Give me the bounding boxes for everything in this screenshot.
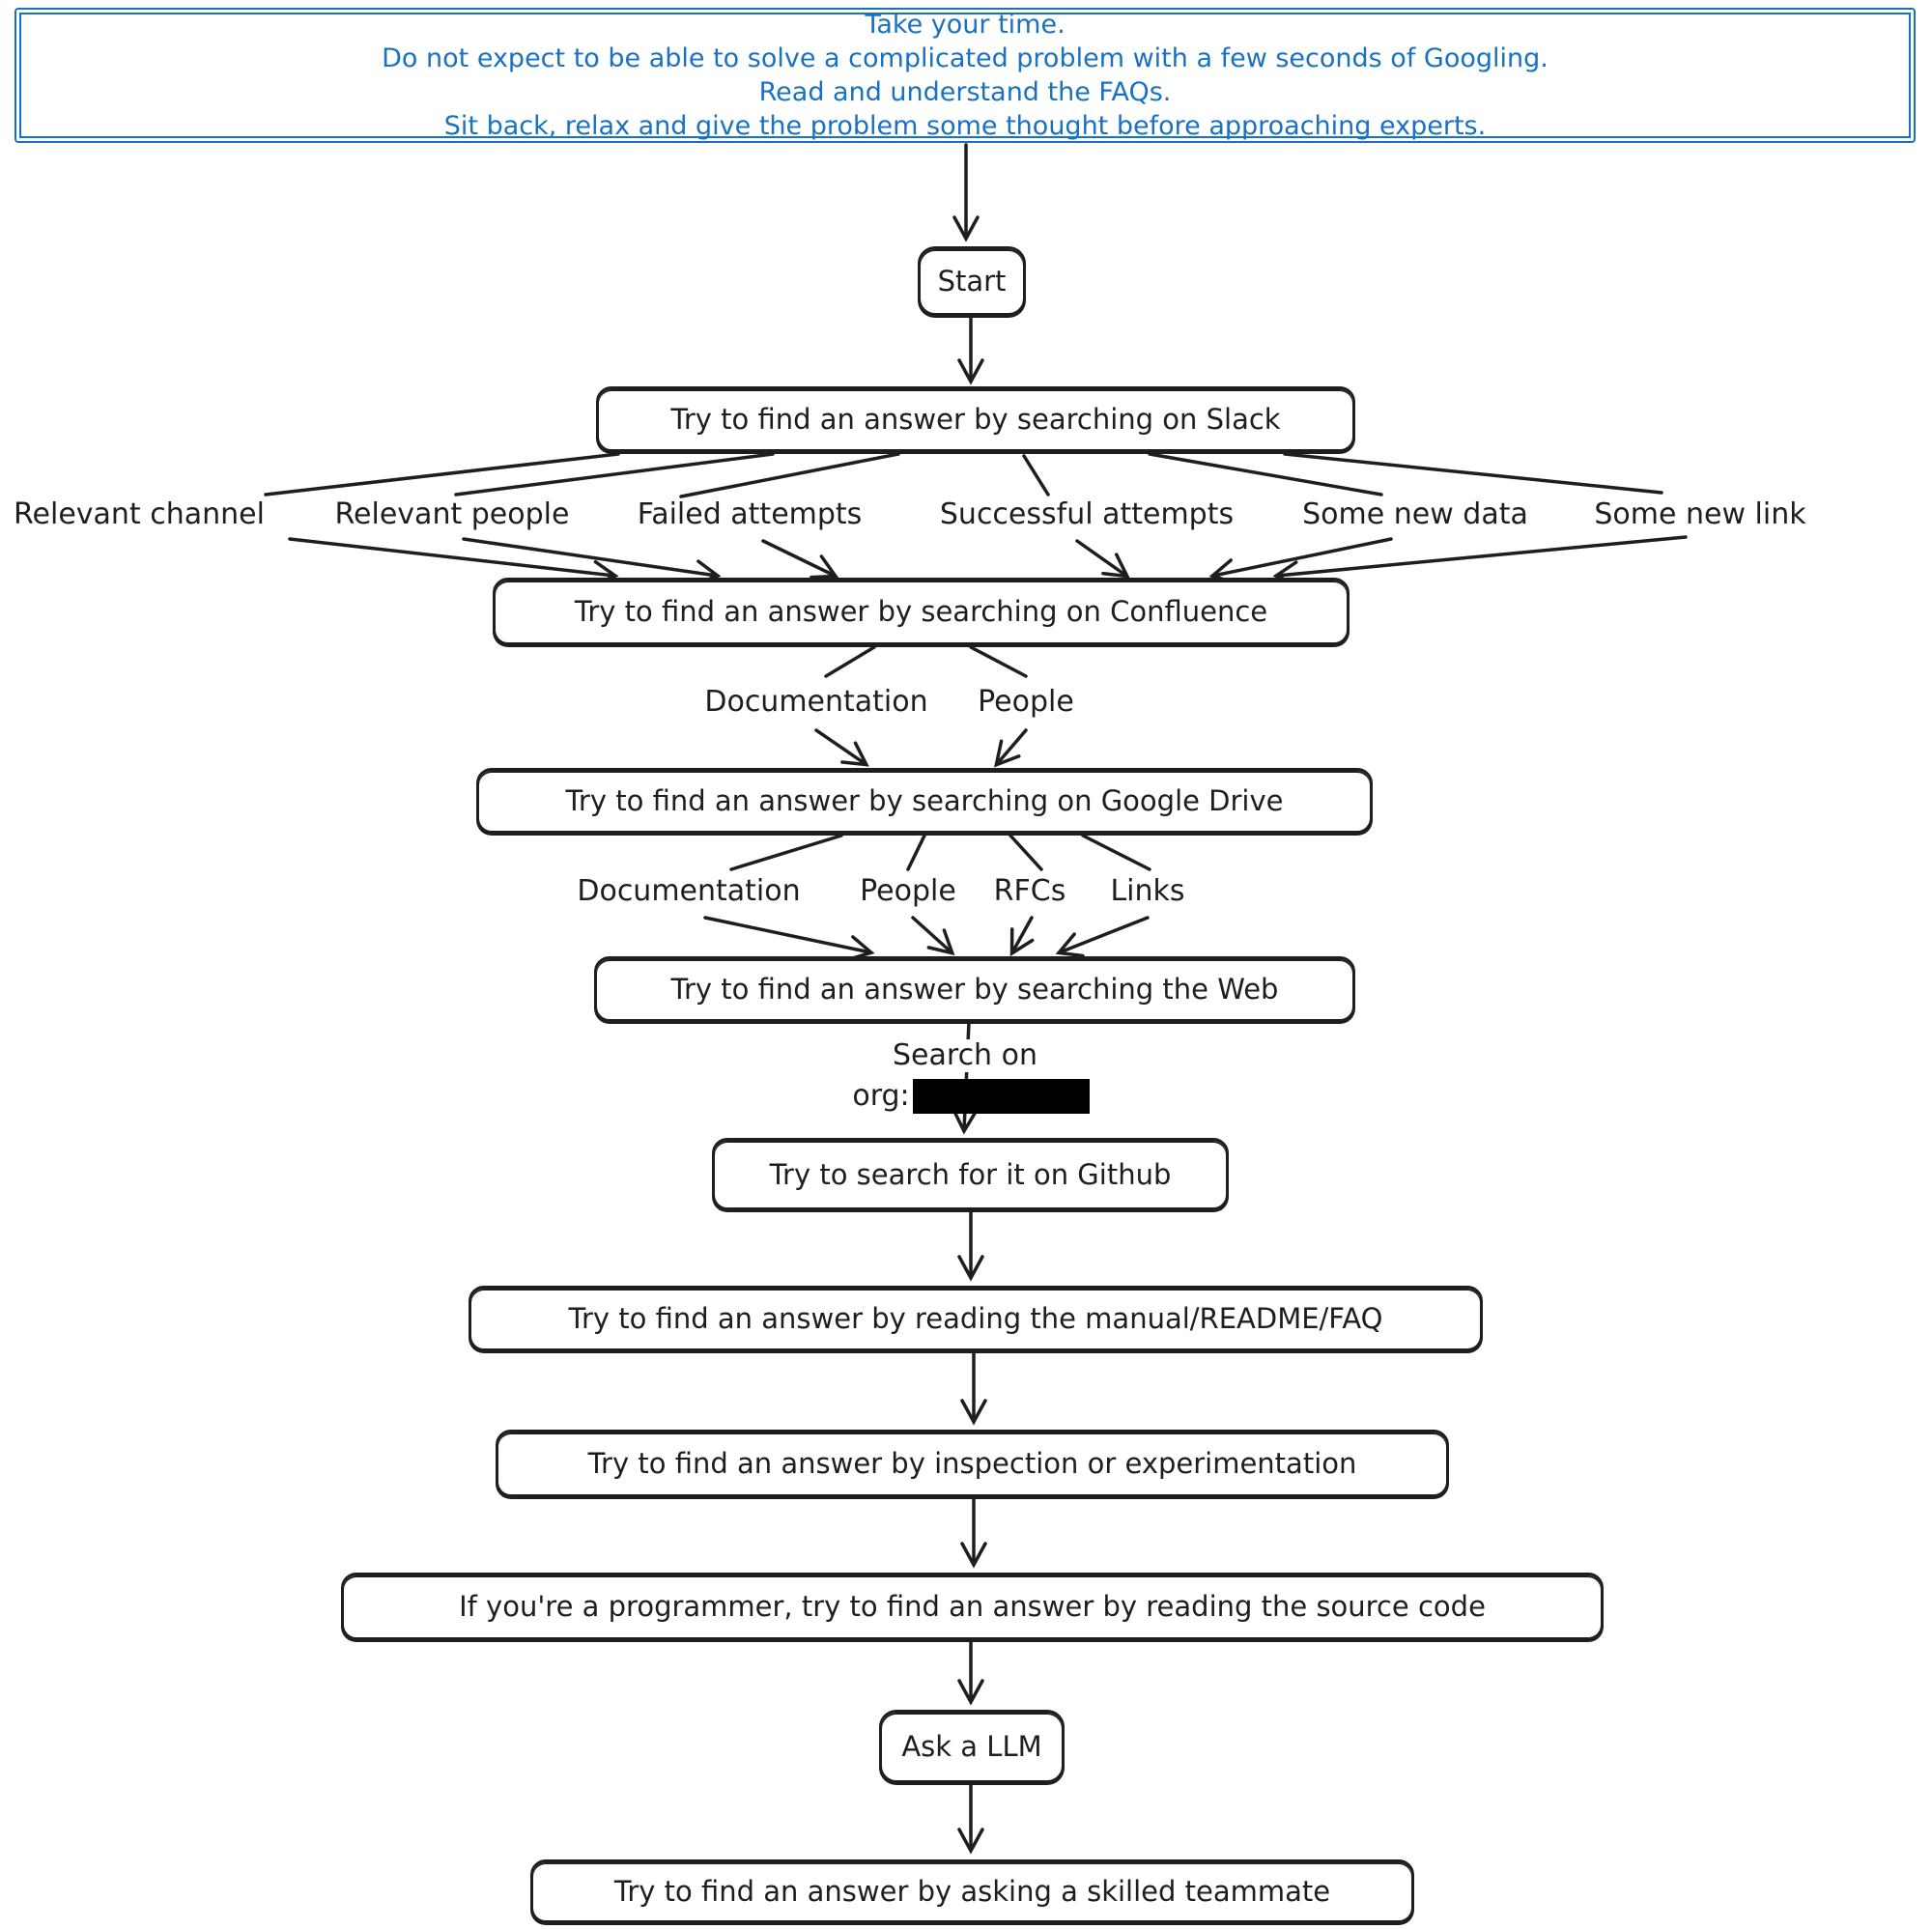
edge-label-org-prefix: org: — [848, 1080, 913, 1113]
connector-line — [1024, 456, 1048, 495]
edge-label-relevant-people: Relevant people — [334, 497, 570, 531]
connector-line — [1060, 918, 1148, 952]
advice-note — [14, 8, 1916, 143]
node-read-manual: Try to find an answer by reading the manual/README/FAQ — [469, 1286, 1483, 1351]
node-ask-teammate: Try to find an answer by asking a skilled teammate — [530, 1859, 1414, 1923]
connector-line — [763, 541, 835, 576]
connector-line — [266, 454, 618, 495]
edge-label-rfcs: RFCs — [993, 874, 1066, 908]
edge-label-people: People — [978, 685, 1074, 719]
edge-label-some-new-data: Some new data — [1302, 497, 1528, 531]
node-read-source-code: If you're a programmer, try to find an answer by reading the source code — [341, 1573, 1604, 1640]
node-search-google-drive: Try to find an answer by searching on Google Drive — [476, 768, 1373, 834]
node-ask-llm: Ask a LLM — [879, 1710, 1065, 1783]
connector-line — [290, 539, 614, 576]
connector-line — [705, 918, 870, 952]
connector-line — [1077, 541, 1126, 576]
edge-label-some-new-link: Some new link — [1594, 497, 1806, 531]
connector-line — [997, 730, 1026, 764]
node-search-slack: Try to find an answer by searching on Slack — [596, 386, 1355, 452]
advice-line: Read and understand the FAQs. — [758, 77, 1172, 107]
connector-line — [816, 730, 866, 764]
node-search-confluence: Try to find an answer by searching on Confluence — [493, 578, 1350, 645]
edge-label-people: People — [860, 874, 956, 908]
advice-line: Do not expect to be able to solve a complicated problem with a few seconds of Googling. — [382, 43, 1548, 73]
connector-line — [908, 836, 924, 869]
edge-label-documentation: Documentation — [577, 874, 801, 908]
node-search-github: Try to search for it on Github — [712, 1138, 1229, 1210]
connector-line — [464, 539, 717, 576]
connector-line — [1083, 836, 1150, 869]
edge-label-documentation: Documentation — [704, 685, 928, 719]
connector-line — [731, 836, 841, 869]
edge-label-links: Links — [1110, 874, 1185, 908]
node-start: Start — [918, 246, 1026, 316]
connector-line — [1010, 836, 1041, 869]
advice-line: Sit back, relax and give the problem some thought before approaching experts. — [443, 111, 1487, 141]
edge-label-failed-attempts: Failed attempts — [637, 497, 863, 531]
node-search-web: Try to find an answer by searching the Web — [594, 956, 1355, 1022]
node-inspection-experimentation: Try to find an answer by inspection or experimentation — [496, 1430, 1449, 1497]
connector-line — [1277, 537, 1686, 576]
connector-line — [1213, 539, 1391, 576]
connector-line — [971, 647, 1026, 676]
advice-line: Take your time. — [865, 10, 1065, 40]
connector-line — [913, 918, 952, 952]
edge-label-relevant-channel: Relevant channel — [14, 497, 265, 531]
connector-line — [1012, 918, 1032, 952]
edge-label-search-on: Search on — [889, 1039, 1041, 1072]
edge-label-successful-attempts: Successful attempts — [939, 497, 1235, 531]
connector-line — [826, 647, 874, 676]
redaction-box — [913, 1079, 1090, 1114]
